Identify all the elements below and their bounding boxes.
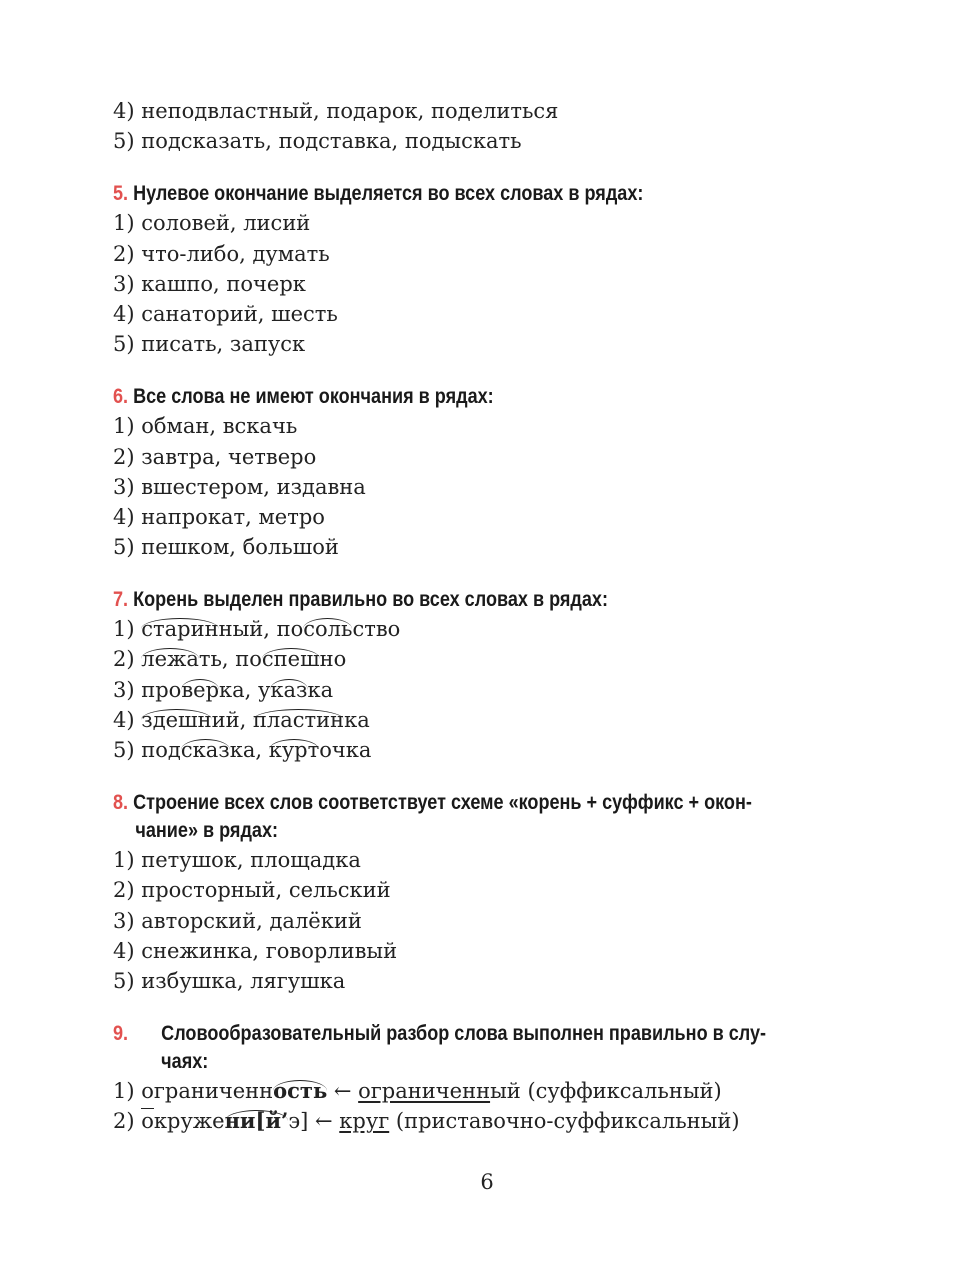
- question-number: 8.: [113, 791, 129, 815]
- suffix-mark: ни[й’: [225, 1106, 289, 1136]
- answer-option: 3) авторский, далёкий: [113, 908, 362, 933]
- answer-option: 2) просторный, сельский: [113, 878, 391, 903]
- question-number: 9.: [113, 1022, 129, 1046]
- word-part: ый: [490, 1079, 521, 1104]
- root-mark: соль: [303, 614, 352, 644]
- word-part: по: [276, 617, 304, 642]
- word-part: ка,: [229, 738, 269, 762]
- question-text: Все слова не имеют окончания в рядах:: [133, 385, 494, 409]
- root-mark: здешн: [141, 705, 211, 735]
- question-8-title: [113, 789, 767, 817]
- question-text: Строение всех слов соответствует схеме «корень + суффикс + окон-: [133, 791, 752, 815]
- page-content: [113, 96, 873, 1137]
- answer-option: [113, 705, 873, 735]
- answer-option: 4) снежинка, говорливый: [113, 938, 398, 963]
- answer-option: 5) избушка, лягушка: [113, 968, 346, 993]
- question-6-title: [113, 383, 767, 411]
- option-number: 2): [113, 647, 142, 672]
- word-part: про: [141, 677, 182, 702]
- answer-option: [113, 1106, 873, 1136]
- page-number: 6: [480, 1170, 494, 1194]
- answer-option: 2) что-либо, думать: [113, 241, 330, 266]
- suffix-mark: ость: [273, 1076, 327, 1106]
- question-9-title-continued: чаях:: [161, 1050, 209, 1074]
- carry-over-option-4: 4) неподвластный, подарок, поделиться: [113, 99, 559, 123]
- question-number: 5.: [113, 182, 129, 206]
- root-mark: вер: [181, 675, 219, 705]
- answer-option: 4) напрокат, метро: [113, 504, 325, 529]
- question-text: Словообразовательный разбор слова выполнен правильно в слу-: [161, 1022, 767, 1046]
- source-stem: круг: [339, 1109, 390, 1134]
- word-part: ство: [352, 617, 401, 642]
- root-mark: спеш: [262, 644, 320, 674]
- option-number: 1): [113, 617, 142, 642]
- question-5-title: [113, 180, 767, 208]
- word-part: у: [258, 677, 271, 702]
- question-8-title-continued: чание» в рядах:: [135, 819, 279, 843]
- formation-type: (приставочно-суффиксальный): [389, 1109, 740, 1134]
- answer-option: 3) вшестером, издавна: [113, 474, 366, 499]
- option-number: 1): [113, 1079, 142, 1104]
- answer-option: 1) петушок, площадка: [113, 848, 361, 873]
- root-mark: сказ: [181, 735, 230, 765]
- option-number: 5): [113, 738, 142, 762]
- question-text: Корень выделен правильно во всех словах в рядах:: [133, 588, 608, 612]
- word-part: очка: [319, 738, 372, 762]
- question-9-title: [113, 1020, 767, 1048]
- root-mark: старин: [141, 614, 218, 644]
- answer-option: [113, 735, 873, 765]
- word-part: ть,: [198, 647, 236, 672]
- word-part: ка: [307, 677, 334, 702]
- answer-option: 5) пешком, большой: [113, 535, 339, 560]
- answer-option: [113, 644, 873, 674]
- carry-over-option-5: 5) подсказать, подставка, подыскать: [113, 129, 522, 154]
- formation-type: (суффиксальный): [520, 1079, 722, 1104]
- option-number: 3): [113, 677, 142, 702]
- answer-option: [113, 1076, 873, 1106]
- option-number: 4): [113, 707, 142, 732]
- root-mark: лежа: [141, 644, 199, 674]
- root-mark: каз: [270, 675, 307, 705]
- answer-option: 5) писать, запуск: [113, 332, 306, 357]
- derivation-arrow: ←: [308, 1109, 340, 1134]
- derivation-arrow: ←: [327, 1079, 359, 1104]
- word-part: под: [141, 738, 181, 762]
- answer-option: 1) соловей, лисий: [113, 211, 311, 236]
- word-base: круже: [153, 1109, 225, 1134]
- ending-mark: э]: [288, 1109, 309, 1134]
- word-part: ий,: [211, 707, 253, 732]
- word-part: ка,: [219, 677, 259, 702]
- root-mark: курт: [269, 735, 320, 765]
- word-part: по: [235, 647, 262, 672]
- answer-option: [113, 614, 873, 644]
- question-text: Нулевое окончание выделяется во всех словах в рядах:: [133, 182, 644, 206]
- question-7-title: [113, 586, 767, 614]
- word-part: ка: [344, 707, 370, 732]
- root-mark: пластин: [253, 705, 344, 735]
- answer-option: 1) обман, вскачь: [113, 414, 298, 439]
- option-number: 2): [113, 1109, 142, 1134]
- word-base: ограниченн: [141, 1079, 274, 1104]
- source-stem: ограниченн: [358, 1079, 491, 1104]
- word-part: но: [319, 647, 347, 672]
- answer-option: [113, 675, 873, 705]
- answer-option: 2) завтра, четверо: [113, 444, 317, 469]
- question-number: 7.: [113, 588, 129, 612]
- prefix-mark: о: [141, 1109, 154, 1134]
- answer-option: 4) санаторий, шесть: [113, 301, 338, 326]
- question-number: 6.: [113, 385, 129, 409]
- word-part: ный,: [218, 617, 277, 642]
- answer-option: 3) кашпо, почерк: [113, 271, 306, 296]
